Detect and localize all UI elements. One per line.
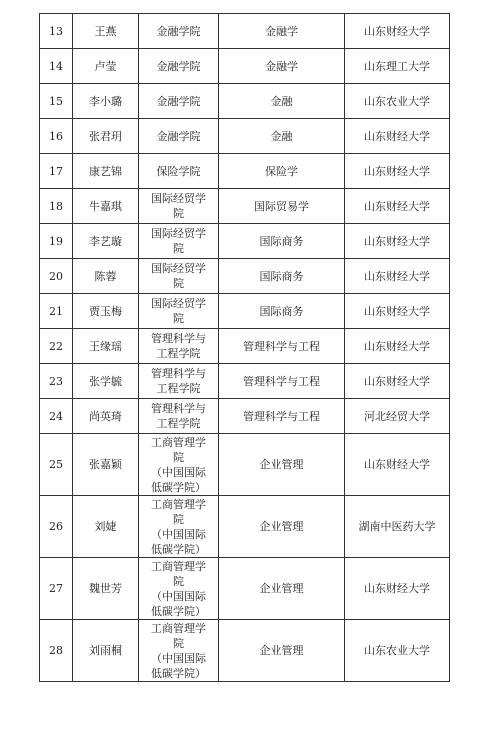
cell-name: 贾玉梅 [73, 294, 139, 329]
cell-name: 王燕 [73, 14, 139, 49]
cell-school: 山东财经大学 [345, 294, 450, 329]
cell-major: 金融学 [219, 14, 345, 49]
cell-school: 山东农业大学 [345, 620, 450, 682]
table-body [40, 14, 450, 682]
cell-school: 山东财经大学 [345, 434, 450, 496]
cell-school: 山东财经大学 [345, 329, 450, 364]
cell-college-line: 管理科学与 [151, 367, 206, 380]
cell-major: 企业管理 [219, 434, 345, 496]
cell-college-line: 国际经贸学 [151, 262, 206, 275]
cell-major: 管理科学与工程 [219, 364, 345, 399]
cell-school: 山东财经大学 [345, 189, 450, 224]
cell-college-line: 院 [173, 574, 184, 588]
cell-college-line: 管理科学与 [151, 332, 206, 345]
cell-college [139, 259, 219, 294]
cell-number: 20 [40, 259, 73, 294]
table-row [40, 496, 450, 558]
cell-number: 22 [40, 329, 73, 364]
cell-college-line: 工商管理学 [151, 435, 206, 449]
cell-name: 张学毓 [73, 364, 139, 399]
table-row [40, 154, 450, 189]
cell-college [139, 558, 219, 620]
cell-college [139, 496, 219, 558]
cell-major: 管理科学与工程 [219, 399, 345, 434]
cell-name: 康艺锦 [73, 154, 139, 189]
cell-college-line: 金融学院 [156, 24, 201, 38]
cell-college-line: 低碳学院） [151, 666, 206, 680]
cell-major: 金融学 [219, 49, 345, 84]
cell-name: 王缘瑶 [73, 329, 139, 364]
table-row [40, 259, 450, 294]
table-row [40, 49, 450, 84]
cell-college-line: 低碳学院） [151, 480, 206, 494]
cell-college-line: 工商管理学 [151, 497, 206, 511]
cell-college-line: 管理科学与 [151, 402, 206, 415]
cell-number: 28 [40, 620, 73, 682]
cell-number: 17 [40, 154, 73, 189]
cell-college-line: 工商管理学 [151, 559, 206, 573]
cell-name: 李小璐 [73, 84, 139, 119]
cell-name: 陈蓉 [73, 259, 139, 294]
cell-college [139, 399, 219, 434]
cell-school: 山东财经大学 [345, 14, 450, 49]
cell-school: 山东理工大学 [345, 49, 450, 84]
cell-name: 魏世芳 [73, 558, 139, 620]
cell-college [139, 294, 219, 329]
cell-number: 14 [40, 49, 73, 84]
cell-college [139, 620, 219, 682]
table-row [40, 558, 450, 620]
cell-college-line: （中国国际 [151, 465, 206, 479]
cell-name: 张嘉颖 [73, 434, 139, 496]
cell-college-line: 院 [173, 207, 184, 220]
cell-number: 19 [40, 224, 73, 259]
cell-number: 15 [40, 84, 73, 119]
cell-number: 24 [40, 399, 73, 434]
cell-number: 26 [40, 496, 73, 558]
cell-major: 保险学 [219, 154, 345, 189]
cell-major: 金融 [219, 84, 345, 119]
cell-school: 山东财经大学 [345, 224, 450, 259]
cell-college-line: 工程学院 [156, 417, 201, 430]
cell-college-line: （中国国际 [151, 527, 206, 541]
cell-college-line: 院 [173, 636, 184, 650]
cell-major: 国际商务 [219, 259, 345, 294]
table-row [40, 189, 450, 224]
cell-major: 国际商务 [219, 294, 345, 329]
cell-school: 山东财经大学 [345, 119, 450, 154]
cell-name: 张君玥 [73, 119, 139, 154]
cell-college-line: 金融学院 [156, 94, 201, 108]
cell-college [139, 49, 219, 84]
cell-college-line: 国际经贸学 [151, 227, 206, 240]
cell-name: 李艺璇 [73, 224, 139, 259]
cell-college-line: 低碳学院） [151, 604, 206, 618]
table-row [40, 620, 450, 682]
cell-college [139, 224, 219, 259]
cell-number: 27 [40, 558, 73, 620]
table-row [40, 329, 450, 364]
cell-college-line: 金融学院 [156, 129, 201, 143]
cell-college-line: 工程学院 [156, 347, 201, 360]
table-row [40, 84, 450, 119]
cell-college-line: （中国国际 [151, 589, 206, 603]
cell-school: 山东财经大学 [345, 558, 450, 620]
table-row [40, 224, 450, 259]
cell-college-line: 院 [173, 242, 184, 255]
cell-name: 牛嘉琪 [73, 189, 139, 224]
table-row [40, 434, 450, 496]
cell-college [139, 84, 219, 119]
cell-major: 企业管理 [219, 620, 345, 682]
cell-name: 尚英琦 [73, 399, 139, 434]
cell-college-line: （中国国际 [151, 651, 206, 665]
cell-school: 山东财经大学 [345, 154, 450, 189]
cell-school: 山东财经大学 [345, 364, 450, 399]
cell-college [139, 364, 219, 399]
cell-school: 山东农业大学 [345, 84, 450, 119]
cell-school: 河北经贸大学 [345, 399, 450, 434]
cell-name: 刘雨桐 [73, 620, 139, 682]
cell-college-line: 国际经贸学 [151, 297, 206, 310]
cell-college-line: 院 [173, 450, 184, 464]
cell-college [139, 329, 219, 364]
cell-college-line: 金融学院 [156, 59, 201, 73]
table-row [40, 119, 450, 154]
cell-college [139, 119, 219, 154]
cell-major: 国际商务 [219, 224, 345, 259]
cell-number: 21 [40, 294, 73, 329]
cell-major: 国际贸易学 [219, 189, 345, 224]
cell-name: 刘婕 [73, 496, 139, 558]
cell-college-line: 保险学院 [156, 164, 201, 178]
cell-college-line: 院 [173, 512, 184, 526]
cell-college-line: 工程学院 [156, 382, 201, 395]
cell-number: 25 [40, 434, 73, 496]
cell-college-line: 院 [173, 277, 184, 290]
cell-number: 23 [40, 364, 73, 399]
cell-major: 企业管理 [219, 496, 345, 558]
cell-college-line: 国际经贸学 [151, 192, 206, 205]
cell-number: 18 [40, 189, 73, 224]
cell-college-line: 院 [173, 312, 184, 325]
cell-major: 金融 [219, 119, 345, 154]
table-row [40, 364, 450, 399]
table-row [40, 294, 450, 329]
cell-number: 13 [40, 14, 73, 49]
cell-college [139, 434, 219, 496]
cell-major: 管理科学与工程 [219, 329, 345, 364]
cell-college [139, 154, 219, 189]
cell-school: 山东财经大学 [345, 259, 450, 294]
table-row [40, 14, 450, 49]
cell-number: 16 [40, 119, 73, 154]
table-row [40, 399, 450, 434]
cell-major: 企业管理 [219, 558, 345, 620]
cell-college-line: 工商管理学 [151, 621, 206, 635]
cell-school: 湖南中医药大学 [345, 496, 450, 558]
cell-college-line: 低碳学院） [151, 542, 206, 556]
cell-college [139, 189, 219, 224]
student-list-table [39, 13, 450, 682]
cell-name: 卢莹 [73, 49, 139, 84]
cell-college [139, 14, 219, 49]
